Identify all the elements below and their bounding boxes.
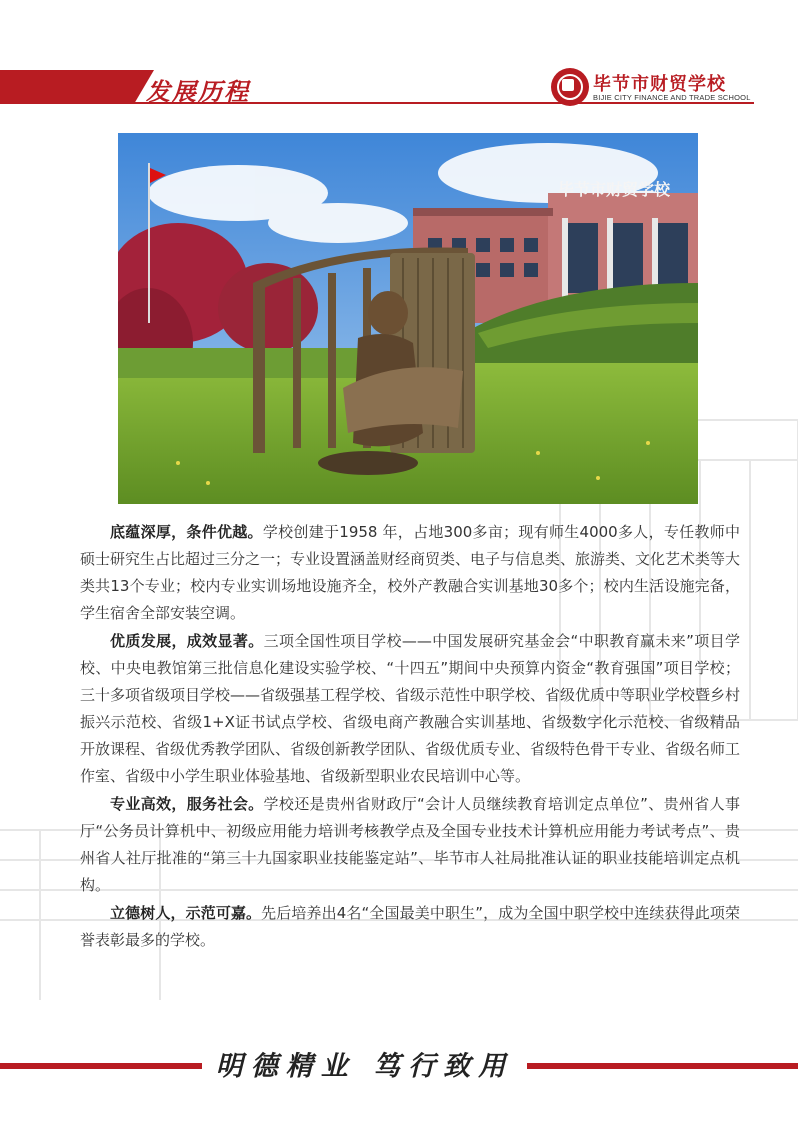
page-title: 发展历程: [146, 77, 250, 106]
paragraph-body: 三项全国性项目学校——中国发展研究基金会“中职教育赢未来”项目学校、中央电教馆第三批信息化建设实验学校、“十四五”期间中央预算内资金“教育强国”项目学校；三十多项省级项目学校——省级强基工程学校、省级示范性中职学校、省级优质中等职业学校暨乡村振兴示范校、省级1+X证书试点学校、省级电商产教融合实训基地、省级数字化示范校、省级精品开放课程、省级优秀教学团队、省级创新教学团队、省级优质专业、省级特色骨干专业、省级名师工作室、省级中小学生职业体验基地、省级新型职业农民培训中心等。: [80, 632, 741, 785]
footer-rule-right: [527, 1063, 798, 1069]
paragraph-lead: 底蕴深厚，条件优越。: [110, 523, 263, 541]
school-name-cn: 毕节市财贸学校: [593, 74, 726, 95]
paragraph: [80, 519, 740, 627]
campus-photo: [118, 133, 698, 504]
paragraph-body: 学校还是贵州省财政厅“会计人员继续教育培训定点单位”、贵州省人事厅“公务员计算机中、初级应用能力培训考核教学点及全国专业技术计算机应用能力考试考点”、贵州省人社厅批准的“第三十九国家职业技能鉴定站”、毕节市人社局批准认证的职业技能培训定点机构。: [80, 795, 740, 894]
paragraph: [80, 791, 740, 899]
school-name-en: BIJIE CITY FINANCE AND TRADE SCHOOL: [593, 93, 751, 102]
paragraph-body: 先后培养出4名“全国最美中职生”，成为全国中职学校中连续获得此项荣誉表彰最多的学校。: [80, 904, 740, 949]
school-logo-icon: [551, 68, 589, 106]
footer-rule-left: [0, 1063, 202, 1069]
header-red-bar: [0, 70, 134, 104]
school-motto: 明德精业 笃行致用: [215, 1051, 514, 1082]
body-text: [80, 519, 740, 955]
paragraph-body: 学校创建于1958 年，占地300多亩；现有师生4000多人，专任教师中硕士研究生占比超过三分之一；专业设置涵盖财经商贸类、电子与信息类、旅游类、文化艺术类等大类共13个专业；校内专业实训场地设施齐全，校外产教融合实训基地30多个；校内生活设施完备，学生宿舍全部安装空调。: [80, 523, 741, 622]
building-sign: 毕节市财贸学校: [558, 180, 671, 199]
paragraph-lead: 优质发展，成效显著。: [110, 632, 264, 650]
paragraph: [80, 628, 740, 790]
paragraph-lead: 立德树人，示范可嘉。: [110, 904, 262, 922]
paragraph-lead: 专业高效，服务社会。: [110, 795, 264, 813]
paragraph: [80, 900, 740, 954]
